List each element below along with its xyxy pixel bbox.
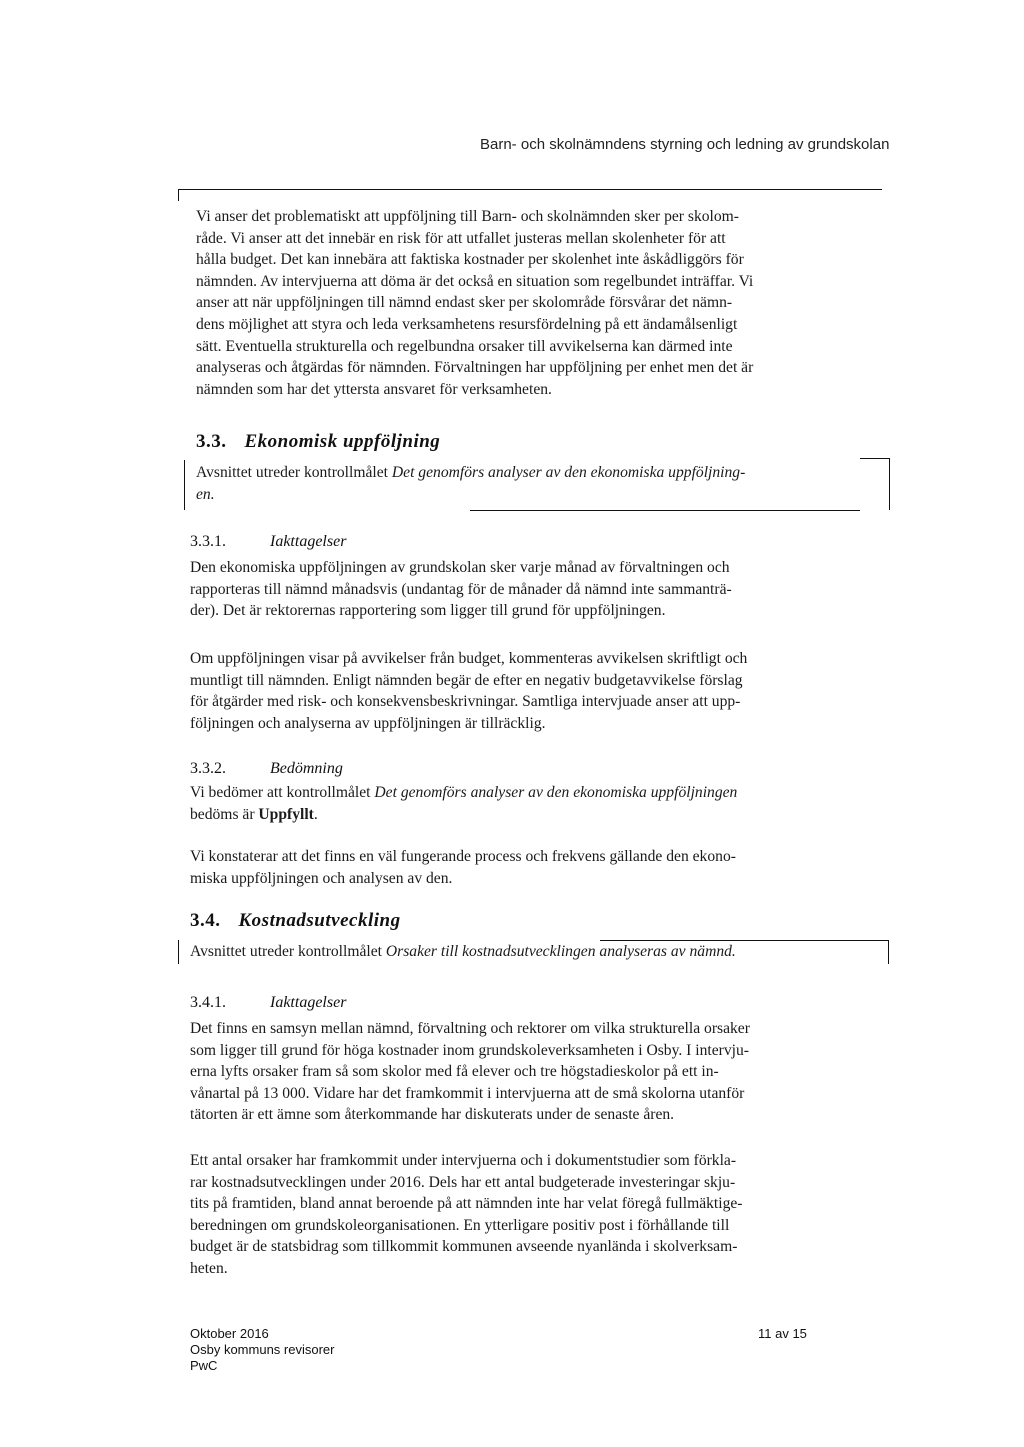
- text-line: Vi konstaterar att det finns en väl fungerande process och frekvens gällande den ekono-: [190, 848, 736, 865]
- section-number: 3.4.: [190, 910, 221, 931]
- text-line: råde. Vi anser att det innebär en risk för att utfallet justeras mellan skolenheter för att: [196, 229, 726, 247]
- text-line: miska uppföljningen och analysen av den.: [190, 869, 453, 887]
- intro-paragraph: [196, 206, 866, 400]
- box-bottom-border: [470, 510, 860, 511]
- text-line: heten.: [190, 1259, 228, 1277]
- box-right-border: [889, 458, 890, 510]
- paragraph-3-3-2-b: [190, 846, 870, 889]
- box-prefix: Avsnittet utreder kontrollmålet: [196, 464, 392, 481]
- subsection-heading-3-3-2: [190, 760, 343, 778]
- text-line: erna lyfts orsaker fram så som skolor med få elever och tre högstadieskolor på ett in-: [190, 1063, 719, 1081]
- section-heading-3-4: [190, 910, 401, 932]
- text-line: rapporteras till nämnd månadsvis (undantag för de månader då nämnd inte sammanträ-: [190, 580, 732, 598]
- section-title: Ekonomisk uppföljning: [244, 431, 441, 452]
- text-line: hålla budget. Det kan innebära att faktiska kostnader per skolenhet inte åskådliggörs för: [196, 251, 744, 269]
- box-right-border: [888, 940, 889, 964]
- subsection-heading-3-3-1: [190, 533, 346, 551]
- top-rule-tick: [178, 189, 179, 201]
- text-line: beredningen om grundskoleorganisationen. En ytterligare positiv post i förhållande till: [190, 1216, 730, 1234]
- text-line: der). Det är rektorernas rapportering som ligger till grund för uppföljningen.: [190, 602, 666, 620]
- footer-left: [190, 1326, 334, 1374]
- text-line: Det finns en samsyn mellan nämnd, förvaltning och rektorer om vilka strukturella orsaker: [190, 1020, 750, 1037]
- text-line: Om uppföljningen visar på avvikelser från budget, kommenteras avvikelsen skriftligt och: [190, 650, 748, 667]
- subsection-number: 3.4.1.: [190, 994, 226, 1011]
- text-line: dens möjlighet att styra och leda verksamhetens resursfördelning på ett ändamålsenligt: [196, 315, 738, 333]
- control-objective-box-3-4: [190, 941, 880, 963]
- control-objective: Det genomförs analyser av den ekonomiska uppföljning-: [391, 464, 746, 481]
- paragraph-3-3-2-a: [190, 782, 870, 825]
- text-line: följningen och analyserna av uppföljningen är tillräcklig.: [190, 714, 546, 732]
- footer-page-number: 11 av 15: [758, 1326, 807, 1341]
- text-line: tits på framtiden, bland annat beroende på att nämnden inte har velat föregå fullmäktige-: [190, 1195, 743, 1213]
- text-line: tätorten är ett ämne som återkommande har diskuterats under de senaste åren.: [190, 1106, 675, 1124]
- control-objective-box-3-3: [196, 462, 876, 505]
- section-title: Kostnadsutveckling: [238, 910, 401, 931]
- paragraph-3-4-1-a: [190, 1018, 870, 1126]
- section-number: 3.3.: [196, 431, 227, 452]
- footer-org: Osby kommuns revisorer: [190, 1342, 335, 1357]
- assessment-prefix: Vi bedömer att kontrollmålet: [190, 784, 375, 801]
- text-line: rar kostnadsutvecklingen under 2016. Dels har ett antal budgeterade investeringar skju-: [190, 1173, 736, 1191]
- text-line: budget är de statsbidrag som tillkommit kommunen avseende nyanlända i skolverksam-: [190, 1238, 738, 1256]
- assessment-suffix: .: [313, 805, 318, 823]
- top-rule: [178, 189, 882, 190]
- subsection-number: 3.3.2.: [190, 760, 226, 777]
- text-line: nämnden. Av intervjuerna att döma är det också en situation som regelbundet inträffar. Vi: [196, 272, 754, 290]
- control-objective: Det genomförs analyser av den ekonomiska uppföljningen: [374, 784, 738, 801]
- text-line: som ligger till grund för höga kostnader inom grundskoleverksamheten i Osby. I intervju-: [190, 1041, 749, 1059]
- text-line: analyseras och åtgärdas för nämnden. Förvaltningen har uppföljning per enhet men det är: [196, 359, 754, 377]
- text-line: nämnden som har det yttersta ansvaret för verksamheten.: [196, 380, 552, 398]
- text-line: Ett antal orsaker har framkommit under intervjuerna och i dokumentstudier som förkla-: [190, 1152, 737, 1169]
- text-line: vånartal på 13 000. Vidare har det framkommit i intervjuerna att de små skolorna utanför: [190, 1084, 745, 1102]
- assessment-result: Uppfyllt: [258, 805, 314, 823]
- subsection-title: Iakttagelser: [270, 994, 347, 1011]
- text-line: Vi anser det problematiskt att uppföljning till Barn- och skolnämnden sker per skolom-: [196, 208, 740, 225]
- paragraph-3-3-1-b: [190, 648, 870, 734]
- footer-firm: PwC: [190, 1358, 218, 1373]
- subsection-title: Iakttagelser: [270, 533, 347, 550]
- paragraph-3-4-1-b: [190, 1150, 870, 1280]
- control-objective-cont: en.: [196, 485, 215, 503]
- running-header: Barn- och skolnämndens styrning och ledning av grundskolan: [480, 136, 890, 153]
- assessment-prefix-2: bedöms är: [190, 805, 259, 823]
- text-line: Den ekonomiska uppföljningen av grundskolan sker varje månad av förvaltningen och: [190, 559, 730, 576]
- box-left-border: [178, 940, 179, 964]
- section-heading-3-3: [196, 431, 440, 453]
- control-objective: Orsaker till kostnadsutvecklingen analyseras av nämnd.: [385, 943, 736, 960]
- box-top-border: [860, 458, 890, 459]
- box-left-border: [184, 460, 185, 510]
- subsection-title: Bedömning: [270, 760, 343, 777]
- text-line: anser att när uppföljningen till nämnd endast sker per skolområde försvårar det nämn-: [196, 294, 733, 312]
- subsection-heading-3-4-1: [190, 994, 346, 1012]
- box-prefix: Avsnittet utreder kontrollmålet: [190, 943, 386, 960]
- paragraph-3-3-1-a: [190, 557, 870, 622]
- text-line: sätt. Eventuella strukturella och regelbundna orsaker till avvikelserna kan därmed inte: [196, 337, 733, 355]
- text-line: för åtgärder med risk- och konsekvensbeskrivningar. Samtliga intervjuade anser att upp-: [190, 693, 741, 711]
- text-line: muntligt till nämnden. Enligt nämnden begär de efter en negativ budgetavvikelse förslag: [190, 671, 743, 689]
- subsection-number: 3.3.1.: [190, 533, 226, 550]
- footer-date: Oktober 2016: [190, 1326, 269, 1341]
